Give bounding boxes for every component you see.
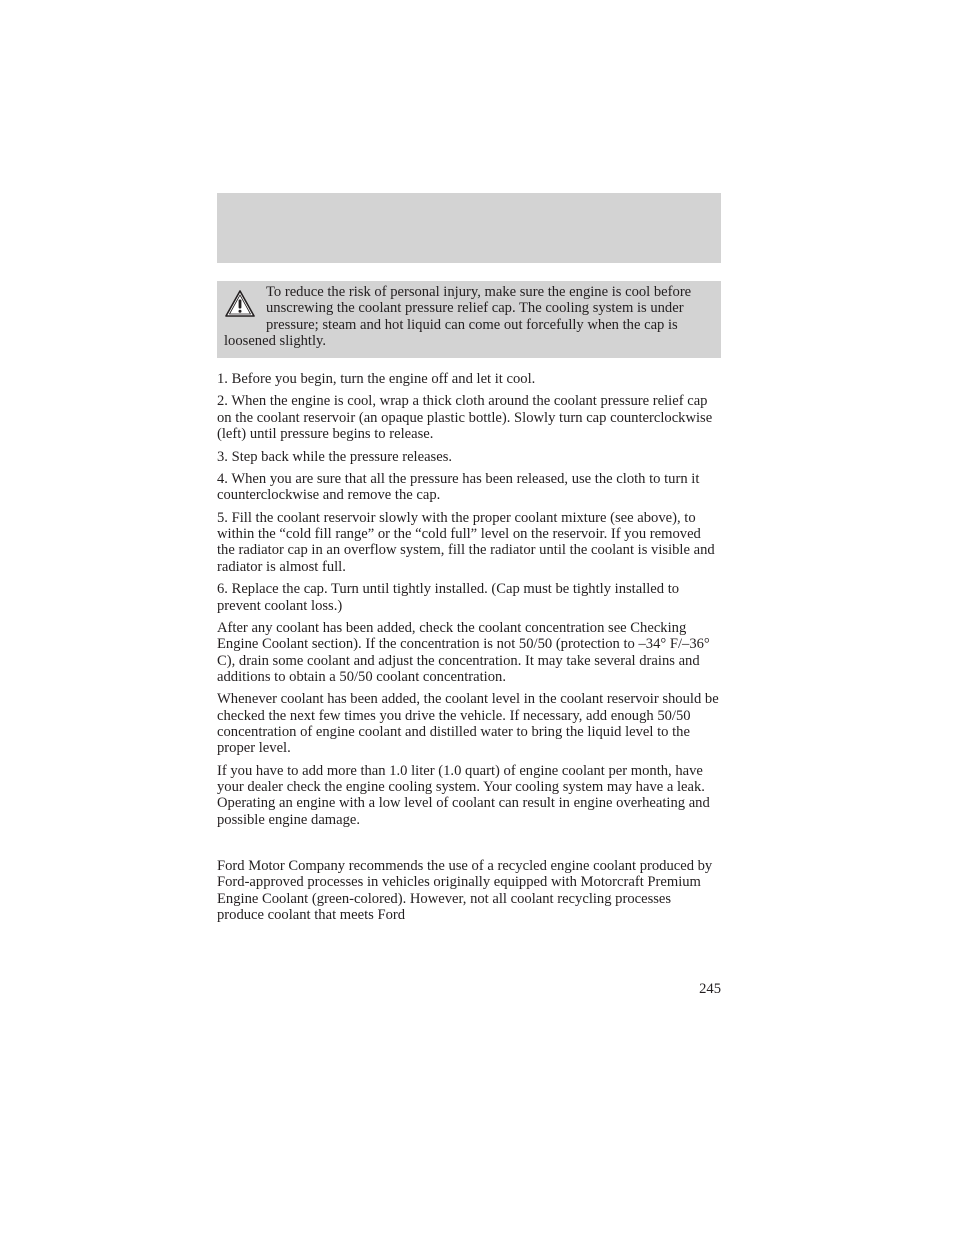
warning-box	[217, 281, 721, 358]
step-6: 6. Replace the cap. Turn until tightly installed. (Cap must be tightly installed to prevent coolant loss.)	[217, 581, 680, 614]
step-3: 3. Step back while the pressure releases.	[217, 448, 453, 465]
paragraph-leak: If you have to add more than 1.0 liter (1.0 quart) of engine coolant per month, have your dealer check the engine cooling system. Your cooling system may have a leak. Operating an engine with a low level of coolant can result in engine overheating and possible engine damage.	[217, 762, 710, 828]
warning-text: To reduce the risk of personal injury, make sure the engine is cool before unscrewing the coolant pressure relief cap. The cooling system is under pressure; steam and hot liquid can come out forcefully when the cap is loosened slightly.	[224, 284, 692, 349]
paragraph-recycled-coolant: Ford Motor Company recommends the use of a recycled engine coolant produced by Ford-approved processes in vehicles originally equipped with Motorcraft Premium Engine Coolant (green-colored). However, not all coolant recycling processes produce coolant that meets Ford	[217, 857, 713, 923]
warning-triangle-icon	[224, 289, 256, 319]
paragraph-check-level: Whenever coolant has been added, the coolant level in the coolant reservoir should be checked the next few times you drive the vehicle. If necessary, add enough 50/50 concentration of engine coolant and distilled water to bring the liquid level to the proper level.	[217, 691, 719, 757]
page-number: 245	[699, 981, 721, 997]
step-4: 4. When you are sure that all the pressure has been released, use the cloth to turn it counterclockwise and remove the cap.	[217, 471, 700, 504]
step-2: 2. When the engine is cool, wrap a thick cloth around the coolant pressure relief cap on the coolant reservoir (an opaque plastic bottle). Slowly turn cap counterclockwise (left) until pressure begins to release.	[217, 393, 713, 443]
step-5: 5. Fill the coolant reservoir slowly with the proper coolant mixture (see above), to within the “cold fill range” or the “cold full” level on the reservoir. If you removed the radiator cap in an overflow system, fill the radiator until the coolant is visible and radiator is almost full.	[217, 509, 715, 575]
section-header-band	[217, 193, 721, 263]
step-1: 1. Before you begin, turn the engine off and let it cool.	[217, 371, 536, 387]
main-content	[217, 371, 721, 929]
paragraph-concentration: After any coolant has been added, check the coolant concentration see Checking Engine Coolant section). If the concentration is not 50/50 (protection to –34° F/–36° C), drain some coolant and adjust the concentration. It may take several drains and additions to obtain a 50/50 coolant concentration.	[217, 619, 710, 685]
